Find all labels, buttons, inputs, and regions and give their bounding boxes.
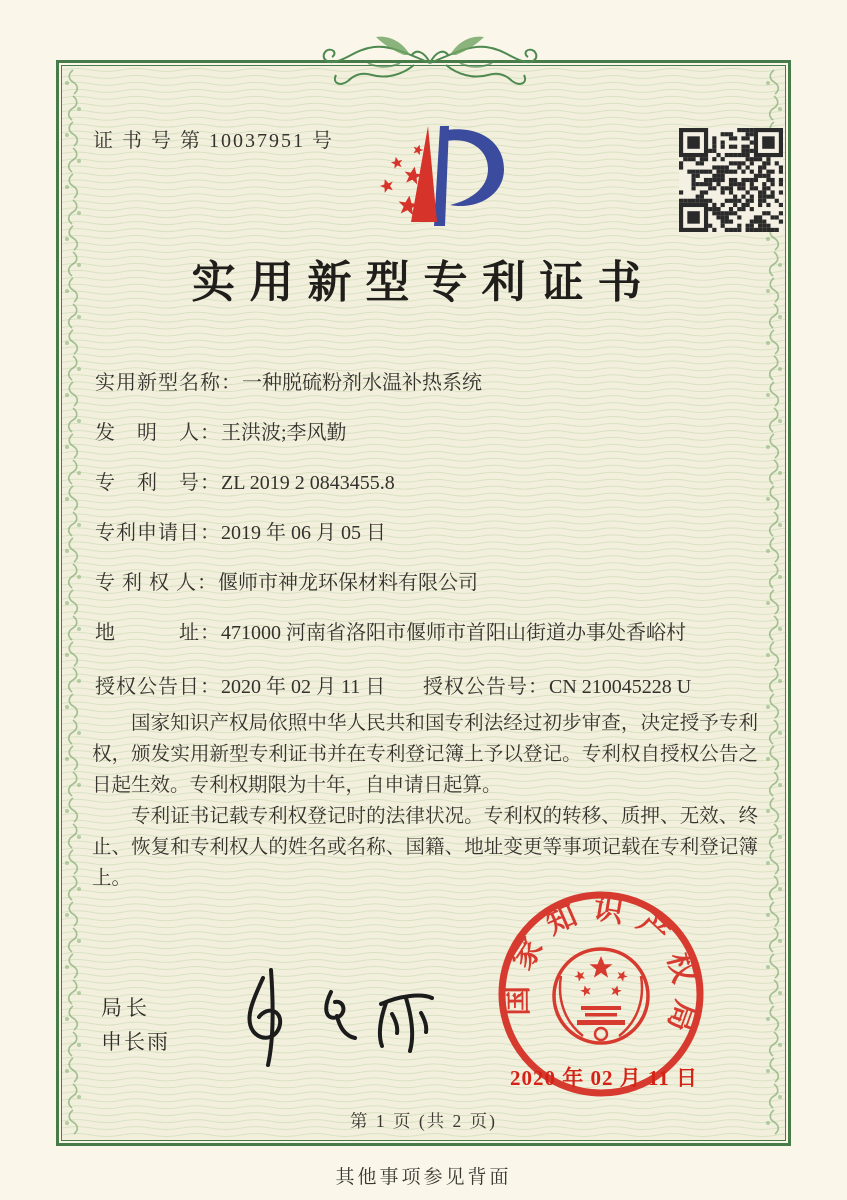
field-label: 专利申请日： (95, 522, 221, 544)
logo-p-bowl (446, 129, 504, 206)
field-row-name (95, 366, 765, 395)
seal-date: 2020 年 02 月 11 日 (509, 1066, 699, 1090)
legal-paragraph-2: 专利证书记载专利权登记时的法律状况。专利权的转移、质押、无效、终止、恢复和专利权人的姓名或名称、国籍、地址变更等事项记载在专利登记簿上。 (92, 806, 758, 889)
director-signature-icon (215, 958, 450, 1073)
seal-arc-text: 国家知识产权局 (500, 891, 704, 1048)
back-note: 其他事项参见背面 (335, 1167, 512, 1188)
logo-blue-bar (434, 126, 449, 226)
grant-number-label: 授权公告号： (423, 676, 549, 698)
field-label: 实用新型名称： (95, 372, 242, 394)
page-indicator: 第 1 页 (共 2 页) (349, 1111, 498, 1131)
cnipa-patent-logo-icon (360, 116, 512, 236)
field-row-grant (95, 670, 765, 699)
field-value: ZL 2019 2 0843455.8 (221, 472, 395, 494)
officer-name: 申长雨 (101, 1030, 170, 1054)
grant-number-value: CN 210045228 U (549, 676, 692, 698)
grant-date-value: 2020 年 02 月 11 日 (221, 676, 386, 698)
field-label: 专 利 权 人： (95, 572, 218, 594)
qr-code (679, 128, 783, 232)
field-row-inventor (95, 416, 765, 445)
field-value: 471000 河南省洛阳市偃师市首阳山街道办事处香峪村 (221, 622, 686, 644)
field-label: 地 址： (95, 622, 221, 644)
field-value: 王洪波;李风勤 (221, 422, 347, 444)
field-row-filing-date (95, 516, 765, 545)
certificate-title: 实用新型专利证书 (191, 258, 656, 307)
national-emblem (554, 949, 648, 1043)
field-label: 专 利 号： (95, 472, 221, 494)
field-value: 2019 年 06 月 05 日 (221, 522, 386, 544)
field-row-address (95, 616, 765, 645)
field-value: 偃师市神龙环保材料有限公司 (218, 572, 478, 594)
field-label: 发 明 人： (95, 422, 221, 444)
officer-title: 局长 (101, 996, 151, 1020)
field-row-patent-no (95, 466, 765, 495)
field-row-patentee (95, 566, 765, 595)
field-value: 一种脱硫粉剂水温补热系统 (242, 372, 482, 394)
vine-ornament-left (63, 66, 83, 1140)
certificate-number: 证 书 号 第 10037951 号 (93, 130, 334, 152)
legal-paragraph-1: 国家知识产权局依照中华人民共和国专利法经过初步审查，决定授予专利权，颁发实用新型专利证书并在专利登记簿上予以登记。专利权自授权公告之日起生效。专利权期限为十年，自申请日起算。 (92, 713, 758, 796)
legal-text-block (92, 708, 758, 894)
floral-ornament-top (300, 30, 560, 96)
grant-date-label: 授权公告日： (95, 676, 221, 698)
grant-number-pair (423, 670, 691, 699)
